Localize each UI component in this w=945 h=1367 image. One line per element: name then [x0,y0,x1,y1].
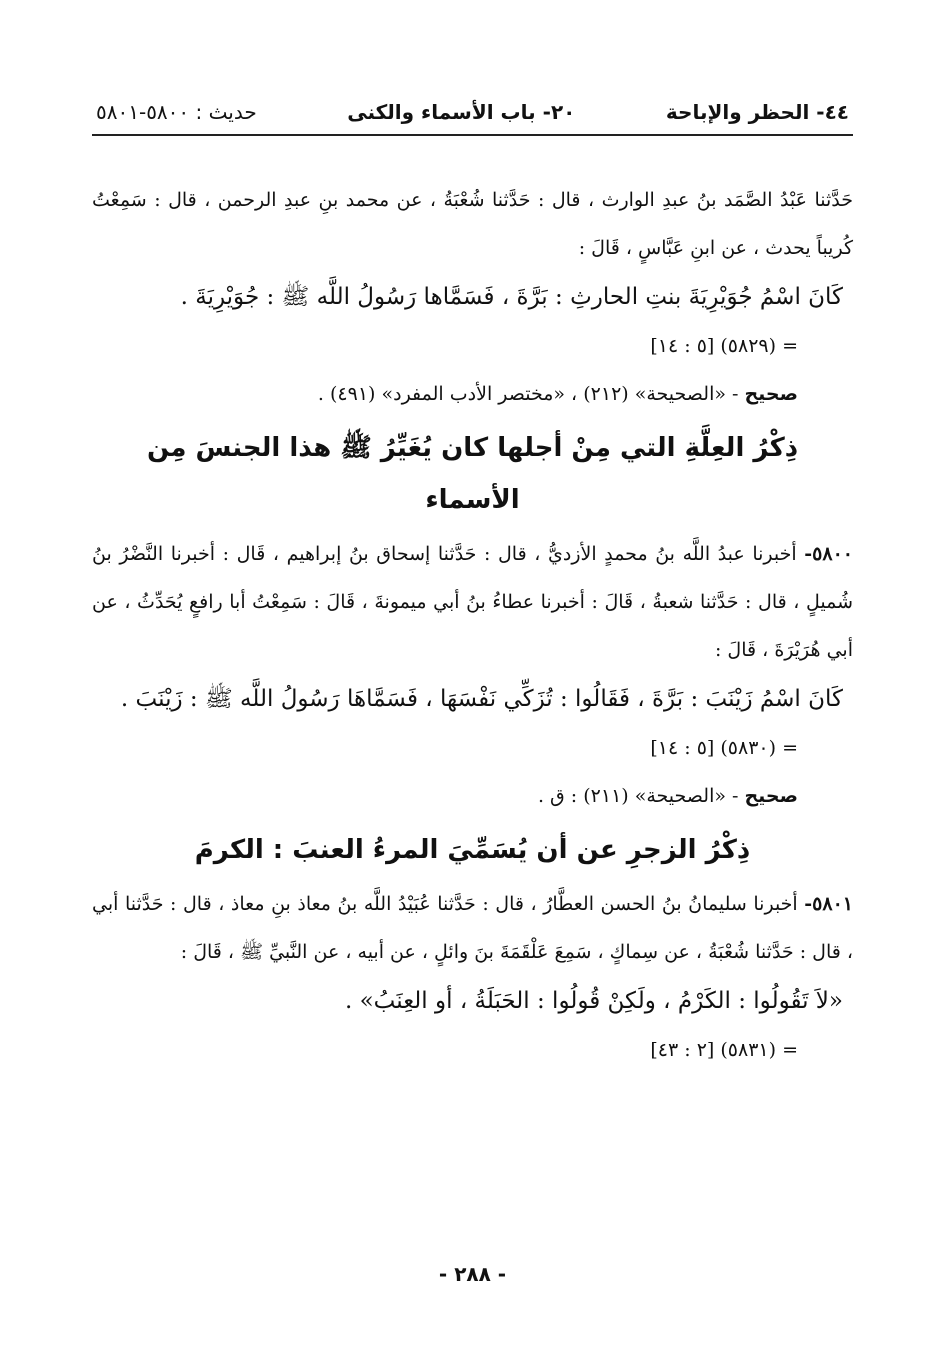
matn-text: كَانَ اسْمُ زَيْنَبَ : بَرَّةَ ، فَقَالُوا : تُزَكِّي نَفْسَهَا ، فَسَمَّاهَا رَسُولُ اللَّه ﷺ : زَيْنَبَ . [120,686,843,712]
hadith-5801 [92,880,853,1074]
book-title: ٤٤- الحظر والإباحة [665,100,849,124]
section-heading: ذِكْرُ العِلَّةِ التي مِنْ أجلها كان يُغَيِّرُ ﷺ هذا الجنسَ مِن الأسماء [146,433,799,515]
isnad-body: أخبرنا عبدُ اللَّه بنُ محمدٍ الأزديُّ ، قال : حَدَّثنا إسحاق بنُ إبراهيم ، قَال : أخبرنا النَّضْرُ بنُ شُميلٍ ، قال : حَدَّثنا شعبةُ ، قَالَ : أخبرنا عطاءُ بنُ أبي ميمونةَ ، قَالَ : سَمِعْتُ أبا رافعٍ يُحَدِّثُ ، عن أبي هُرَيْرَةَ ، قَالَ : [92,543,853,661]
isnad-text [92,880,853,976]
matn-text: «لاَ تَقُولُوا : الكَرْمُ ، ولَكِنْ قُولُوا : الحَبَلَةُ ، أو العِنَبُ» . [344,988,843,1014]
grading [92,370,853,418]
hadith-number: ٥٨٠٠- [804,543,853,565]
grade-sources: - «الصحيحة» (٢١٢) ، «مختصر الأدب المفرد» (٤٩١) . [317,383,739,405]
section-heading: ذِكْرُ الزجرِ عن أن يُسَمِّيَ المرءُ العنبَ : الكرمَ [194,835,751,865]
chapter-title: ٢٠- باب الأسماء والكنى [347,100,576,124]
cross-reference: = (٥٨٢٩) [٥ : ١٤] [650,335,798,357]
grade-label: صحيح [744,785,798,807]
grading [92,772,853,820]
cross-reference: = (٥٨٣١) [٢ : ٤٣] [650,1039,798,1061]
matn-text: كَانَ اسْمُ جُوَيْرِيَةَ بنتِ الحارثِ : بَرَّةَ ، فَسَمَّاها رَسُولُ اللَّه ﷺ : جُوَيْرِيَةَ . [180,284,843,310]
isnad-body: أخبرنا سليمانُ بنُ الحسن العطَّارُ ، قال : حَدَّثنا عُبَيْدُ اللَّه بنُ معاذ بنِ معاذ ، قال : حَدَّثنا أبي ، قال : حَدَّثنا شُعْبَةُ ، عن سِماكٍ ، سَمِعَ عَلْقَمَةَ بنَ وائلٍ ، عن أبيه ، عن النَّبيِّ ﷺ ، قَالَ : [92,893,853,963]
isnad-text: حَدَّثنا عَبْدُ الصَّمَد بنُ عبدِ الوارث ، قال : حَدَّثنا شُعْبَةُ ، عن محمد بنِ عبدِ الرحمن ، قال : سَمِعْتُ كُريباً يحدث ، عن ابنِ عَبَّاسٍ ، قَالَ : [92,189,853,259]
hadith-5800 [92,530,853,820]
isnad-text [92,530,853,674]
page-number: - ٢٨٨ - [438,1262,507,1286]
cross-reference: = (٥٨٣٠) [٥ : ١٤] [650,737,798,759]
grade-label: صحيح [744,383,798,405]
hadith-number: ٥٨٠١- [804,893,853,915]
grade-sources: - «الصحيحة» (٢١١) : ق . [537,785,739,807]
hadith-range: حديث : ٥٨٠٠-٥٨٠١ [96,100,257,124]
running-header [92,100,853,136]
hadith-5799 [92,176,853,418]
